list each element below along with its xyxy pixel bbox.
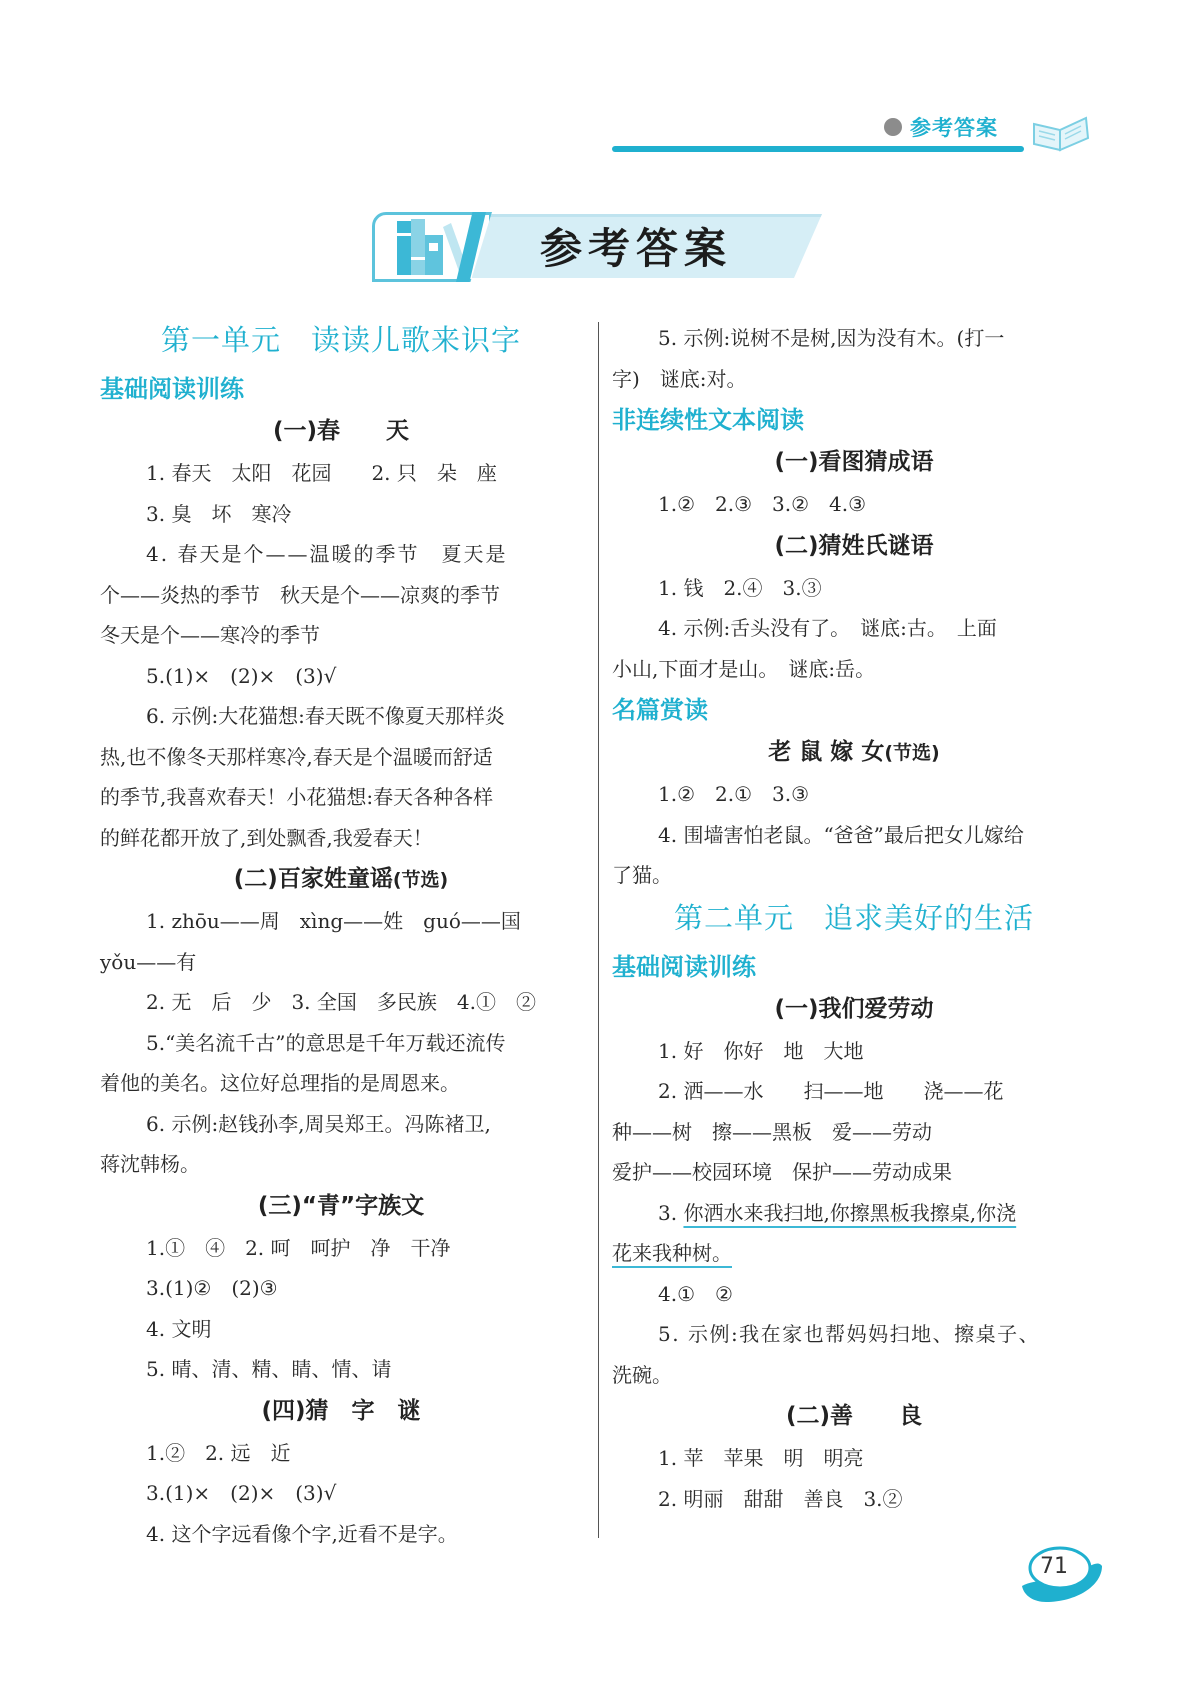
unit-2-title (612, 896, 1096, 946)
subsection-note: (节选) (884, 742, 940, 764)
answer-line (612, 1193, 1096, 1234)
answer-line: 个——炎热的季节 秋天是个——凉爽的季节 (100, 582, 500, 607)
answer-line: 5. 示例:说树不是树,因为没有木。(打一 (658, 326, 1005, 350)
page-title: 参考答案 (540, 224, 733, 273)
item-number: 3. (658, 1200, 684, 1225)
answer-line: 5.“美名流千古”的意思是千年万载还流传 (146, 1030, 506, 1055)
answer-line: yǒu——有 (100, 949, 197, 974)
page-number-badge (1016, 1542, 1106, 1606)
answer-line: 小山,下面才是山。 谜底:岳。 (612, 656, 876, 681)
underlined-answer: 花来我种树。 (612, 1241, 732, 1265)
answer-line: 1.① ④ 2. 呵 呵护 净 干净 (146, 1235, 451, 1260)
section-heading: 名篇赏读 (612, 696, 708, 724)
unit-number: 第一单元 (160, 323, 281, 357)
answer-line: 4. 文明 (146, 1316, 212, 1341)
answer-line: 着他的美名。这位好总理指的是周恩来。 (100, 1071, 460, 1095)
answer-line: 爱护——校园环境 保护——劳动成果 (612, 1160, 952, 1184)
answer-line: 5. 晴、清、精、睛、情、请 (146, 1357, 392, 1381)
subsection-title: (四)猜 字 谜 (261, 1397, 421, 1424)
section-heading: 基础阅读训练 (100, 375, 244, 403)
answer-line: 的季节,我喜欢春天！小花猫想:春天各种各样 (100, 785, 494, 809)
answer-line: 种——树 擦——黑板 爱——劳动 (612, 1119, 932, 1144)
subsection-title: (一)我们爱劳动 (774, 995, 934, 1022)
subsection-title: (一)春 天 (272, 418, 410, 444)
answer-line: 5.(1)× (2)× (3)√ (146, 663, 337, 688)
answer-line: 4. 围墙害怕老鼠。“爸爸”最后把女儿嫁给 (658, 822, 1024, 847)
bullet-dot-icon (884, 118, 902, 136)
answer-line: 1. 苹 苹果 明 明亮 (658, 1446, 864, 1470)
right-column (612, 318, 1096, 1519)
answer-line: 蒋沈韩杨。 (100, 1152, 200, 1176)
subsection-title-text: 老 鼠 嫁 女 (768, 739, 885, 765)
answer-line: 2. 无 后 少 3. 全国 多民族 4.① ② (146, 990, 536, 1014)
left-column (100, 318, 582, 1554)
answer-line: 2. 洒——水 扫——地 浇——花 (658, 1079, 1004, 1103)
answer-line: 1. 钱 2.④ 3.③ (658, 575, 822, 600)
answer-line: 洗碗。 (612, 1362, 672, 1387)
subsection-title: (一)看图猜成语 (774, 449, 934, 475)
page-number: 71 (1040, 1554, 1068, 1579)
answer-line: 4. 春天是个——温暖的季节 夏天是 (146, 542, 508, 566)
subsection-title: (二)善 良 (785, 1403, 923, 1429)
answer-line (612, 1233, 1096, 1274)
title-banner (372, 206, 822, 282)
subsection-title (612, 731, 1096, 774)
header-rule (612, 146, 1024, 152)
answer-line: 1.② 2.① 3.③ (658, 782, 810, 806)
answer-line: 6. 示例:赵钱孙李,周吴郑王。冯陈褚卫, (146, 1111, 491, 1136)
unit-1-title (100, 318, 582, 368)
answer-line: 1. 春天 太阳 花园 2. 只 朵 座 (146, 461, 497, 485)
header-title: 参考答案 (910, 116, 998, 140)
answer-line: 3.(1)② (2)③ (146, 1276, 278, 1300)
subsection-title (100, 858, 582, 901)
section-heading: 基础阅读训练 (612, 952, 756, 981)
column-divider (598, 322, 599, 1538)
section-heading: 非连续性文本阅读 (612, 406, 804, 434)
answer-line: 1. zhōu——周 xìng——姓 guó——国 (146, 909, 521, 933)
answer-line: 4.① ② (658, 1281, 733, 1306)
answer-line: 了猫。 (612, 863, 672, 887)
answer-line: 4. 示例:舌头没有了。 谜底:古。 上面 (658, 616, 997, 640)
answer-line: 6. 示例:大花猫想:春天既不像夏天那样炎 (146, 704, 505, 728)
answer-line: 1. 好 你好 地 大地 (658, 1038, 864, 1063)
answer-line: 的鲜花都开放了,到处飘香,我爱春天！ (100, 825, 433, 850)
subsection-note: (节选) (392, 869, 449, 891)
subsection-title-text: (二)百家姓童谣 (233, 866, 393, 892)
answer-line: 3.(1)× (2)× (3)√ (146, 1481, 337, 1505)
answer-line: 热,也不像冬天那样寒冷,春天是个温暖而舒适 (100, 744, 493, 769)
answer-line: 5. 示例:我在家也帮妈妈扫地、擦桌子、 (658, 1322, 1041, 1346)
subsection-title: (三)“青”字族文 (257, 1192, 425, 1219)
answer-line: 冬天是个——寒冷的季节 (100, 623, 320, 647)
answer-line: 4. 这个字远看像个字,近看不是字。 (146, 1521, 458, 1546)
answer-line: 1.② 2. 远 近 (146, 1440, 291, 1465)
underlined-answer: 你洒水来我扫地,你擦黑板我擦桌,你浇 (683, 1200, 1017, 1225)
unit-number: 第二单元 (673, 900, 794, 935)
answer-line: 字) 谜底:对。 (612, 366, 747, 391)
open-book-icon (1030, 112, 1092, 152)
answer-line: 1.② 2.③ 3.② 4.③ (658, 492, 867, 516)
subsection-title: (二)猜姓氏谜语 (774, 532, 934, 559)
unit-name: 追求美好的生活 (824, 900, 1035, 935)
unit-name: 读读儿歌来识字 (311, 323, 522, 357)
running-header (612, 108, 1092, 158)
answer-line: 2. 明丽 甜甜 善良 3.② (658, 1486, 903, 1511)
answer-line: 3. 臭 坏 寒冷 (146, 501, 292, 526)
